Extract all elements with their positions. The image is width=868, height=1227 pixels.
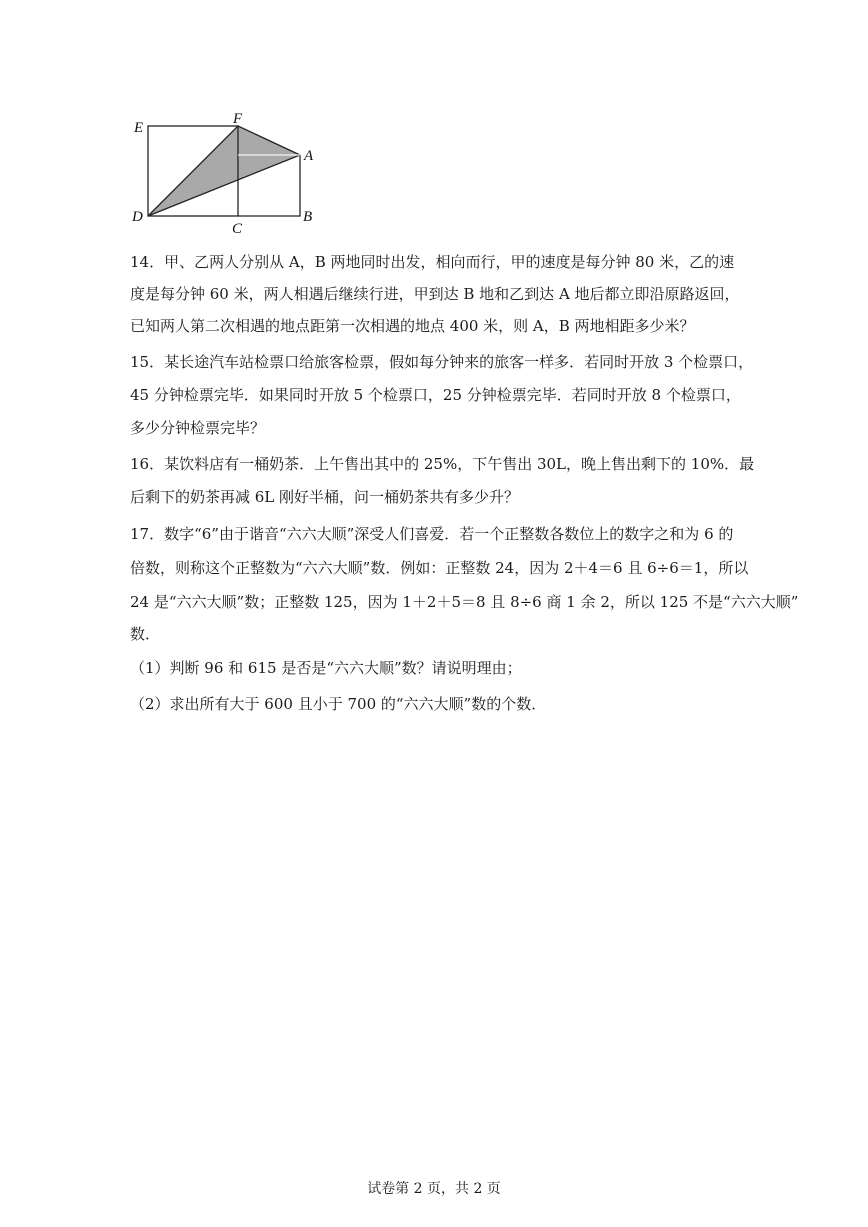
geometry-figure	[128, 108, 328, 238]
page-footer: 试卷第 2 页，共 2 页	[367, 1181, 501, 1197]
problem-15-line-2: 45 分钟检票完毕．如果同时开放 5 个检票口，25 分钟检票完毕．若同时开放 8 个检票口，	[130, 386, 741, 404]
problem-17-line-4: 数．	[130, 625, 161, 643]
problem-17-line-2: 倍数，则称这个正整数为“六六大顺”数．例如：正整数 24，因为 2＋4＝6 且 6÷6＝1，所以	[130, 559, 749, 577]
shaded-triangle-fa	[238, 126, 300, 180]
label-c: C	[232, 221, 243, 237]
problem-15-line-3: 多少分钟检票完毕？	[130, 419, 266, 437]
problem-14-line-2: 度是每分钟 60 米，两人相遇后继续行进，甲到达 B 地和乙到达 A 地后都立即沿原路返回，	[130, 285, 740, 303]
problem-14-line-3: 已知两人第二次相遇的地点距第一次相遇的地点 400 米，则 A，B 两地相距多少米？	[130, 317, 695, 335]
label-f: F	[233, 111, 243, 127]
label-e: E	[134, 120, 144, 136]
problem-16-line-2: 后剩下的奶茶再减 6L 刚好半桶，问一桶奶茶共有多少升？	[130, 488, 520, 506]
label-b: B	[303, 209, 313, 225]
problem-17-part-2: （2）求出所有大于 600 且小于 700 的“六六大顺”数的个数．	[130, 695, 547, 713]
problem-14-line-1: 14．甲、乙两人分别从 A，B 两地同时出发，相向而行，甲的速度是每分钟 80 米，乙的速	[130, 253, 735, 271]
problem-15-line-1: 15．某长途汽车站检票口给旅客检票，假如每分钟来的旅客一样多．若同时开放 3 个检票口，	[130, 353, 754, 371]
problem-17-part-1: （1）判断 96 和 615 是否是“六六大顺”数？请说明理由；	[130, 659, 522, 677]
label-d: D	[132, 209, 143, 225]
problem-16-line-1: 16．某饮料店有一桶奶茶．上午售出其中的 25%，下午售出 30L，晚上售出剩下的 10%．最	[130, 455, 755, 473]
label-a: A	[304, 148, 314, 164]
problem-17-line-3: 24 是“六六大顺”数；正整数 125，因为 1＋2＋5＝8 且 8÷6 商 1 余 2，所以 125 不是“六六大顺”	[130, 593, 799, 611]
problem-17-line-1: 17．数字“6”由于谐音“六六大顺”深受人们喜爱．若一个正整数各数位上的数字之和为 6 的	[130, 525, 734, 543]
